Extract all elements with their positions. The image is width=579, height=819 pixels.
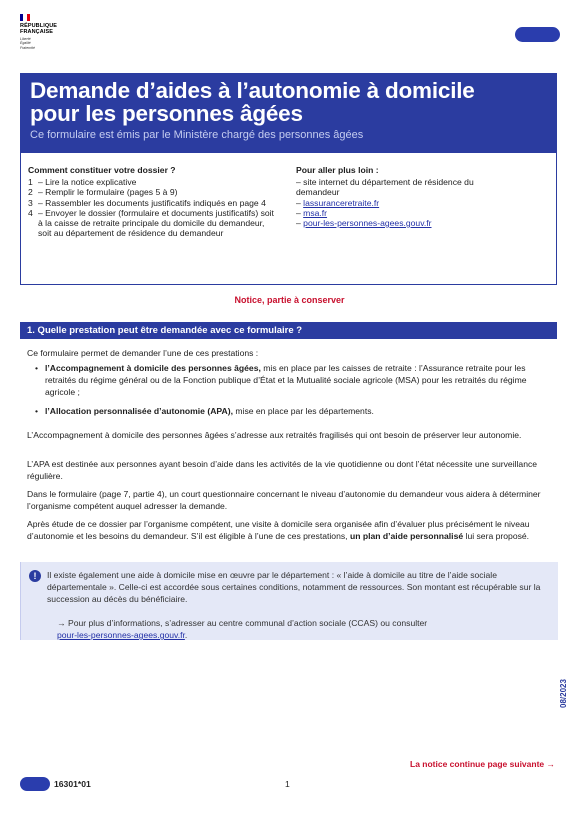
bullet-dot: • xyxy=(35,406,39,416)
page-subtitle: Ce formulaire est émis par le Ministère chargé des personnes âgées xyxy=(30,129,364,141)
step-item: 2 – Remplir le formulaire (pages 5 à 9) xyxy=(28,187,178,198)
republique-francaise-logo-text xyxy=(20,23,57,35)
paragraph-visite: Après étude de ce dossier par l’organisme compétent, une visite à domicile sera organisée afin d’évaluer plus précisément le niveau d’autonomie et les besoins du demandeur. S’il est éligible à l’une de ces prestations, un plan d’aide personnalisé lui sera proposé. xyxy=(27,519,530,541)
plan-aide-bold: un plan d’aide personnalisé xyxy=(349,531,464,541)
section-1-header xyxy=(20,322,557,339)
bullet-item xyxy=(35,362,553,398)
bullet-1-bold: l’Accompagnement à domicile des personnes âgées, xyxy=(45,363,261,373)
cerfa-number: 16301*01 xyxy=(54,779,91,789)
constitute-column xyxy=(28,165,280,238)
bullet-2-bold: l’Allocation personnalisée d’autonomie (APA), xyxy=(45,406,233,416)
section-intro: Ce formulaire permet de demander l’une de ces prestations : xyxy=(27,348,259,358)
step-item: 4 – Envoyer le dossier (formulaire et documents justificatifs) soit à la caisse de retraite principale du domicile du demandeur, soit au département de résidence du demandeur xyxy=(28,207,274,239)
exclamation-icon: ! xyxy=(29,570,41,582)
further-column xyxy=(296,165,496,228)
motto-fraternite: Fraternité xyxy=(20,45,35,50)
bullet-2-text: mise en place par les départements. xyxy=(232,406,374,416)
link-row: – msa.fr xyxy=(296,207,328,218)
title-banner xyxy=(20,73,557,153)
section-1-title: 1. Quelle prestation peut être demandée avec ce formulaire ? xyxy=(27,325,303,336)
callout-more-info: → Pour plus d’informations, s’adresser au centre communal d’action sociale (CCAS) ou consulter pour-les-personnes-agees.gouv.fr. xyxy=(57,618,428,640)
step-item: 3 – Rassembler les documents justificatifs indiqués en page 4 xyxy=(28,197,266,208)
paragraph-accompagnement: L’Accompagnement à domicile des personnes âgées s’adresse aux retraités fragilisés qui ont besoin de préserver leur autonomie. xyxy=(27,430,522,440)
link-lassuranceretraite[interactable]: lassuranceretraite.fr xyxy=(303,197,380,208)
link-personnes-agees[interactable]: pour-les-personnes-agees.gouv.fr xyxy=(303,218,432,229)
info-box xyxy=(20,153,557,285)
cerfa-logo xyxy=(20,777,50,791)
motto-egalite: Égalité xyxy=(20,41,31,46)
link-msa[interactable]: msa.fr xyxy=(303,207,328,218)
bullet-item xyxy=(35,405,553,417)
site-departement: – site internet du département de résidence du demandeur xyxy=(296,177,474,198)
bullet-dot: • xyxy=(35,363,39,373)
link-row: – pour-les-personnes-agees.gouv.fr xyxy=(296,218,432,229)
logo-francaise: FRANÇAISE xyxy=(20,29,53,35)
page-number: 1 xyxy=(285,779,290,789)
logo-republique: RÉPUBLIQUE xyxy=(20,23,58,29)
link-personnes-agees-callout[interactable]: pour-les-personnes-agees.gouv.fr xyxy=(57,630,185,640)
step-item: 1 – Lire la notice explicative xyxy=(28,177,137,188)
document-date: 08/2023 xyxy=(559,679,568,708)
continue-next-page: La notice continue page suivante → xyxy=(410,759,555,769)
republic-motto xyxy=(20,37,35,50)
paragraph-apa: L’APA est destinée aux personnes ayant besoin d’aide dans les activités de la vie quotidienne ou dont l’état nécessite une surveillance régulière. xyxy=(27,459,538,481)
further-heading: Pour aller plus loin : xyxy=(296,165,379,175)
title-line-2: pour les personnes âgées xyxy=(30,101,303,126)
info-callout xyxy=(20,562,558,640)
motto-liberte: Liberté xyxy=(20,37,31,41)
notice-label: Notice, partie à conserver xyxy=(234,295,345,305)
flag-red-band xyxy=(27,14,30,21)
callout-text: Il existe également une aide à domicile mise en œuvre par le département : « l’aide à domicile au titre de l’aide sociale départementale ». Celle-ci est accordée sous certaines conditions, notamment de ressources. Son montant est récupérable sur la succession au décès du bénéficiaire. xyxy=(47,570,541,604)
constitute-heading: Comment constituer votre dossier ? xyxy=(28,165,176,175)
title-line-1: Demande d’aides à l’autonomie à domicile xyxy=(30,78,475,103)
link-row: – lassuranceretraite.fr xyxy=(296,197,380,208)
paragraph-questionnaire: Dans le formulaire (page 7, partie 4), un court questionnaire concernant le niveau d’autonomie du demandeur vous aidera à déterminer l’organisme compétent auquel adresser la demande. xyxy=(27,489,541,511)
bullet-1-text: mis en place par les caisses de retraite : l’Assurance retraite pour les retraités du régime général ou de la Fonction publique d’État et la Mutualité sociale agricole (MSA) pour les retraités du régime agricole ; xyxy=(45,363,527,397)
cerfa-badge xyxy=(515,27,560,42)
republique-francaise-flag-icon xyxy=(20,14,30,21)
page-title xyxy=(30,79,550,125)
